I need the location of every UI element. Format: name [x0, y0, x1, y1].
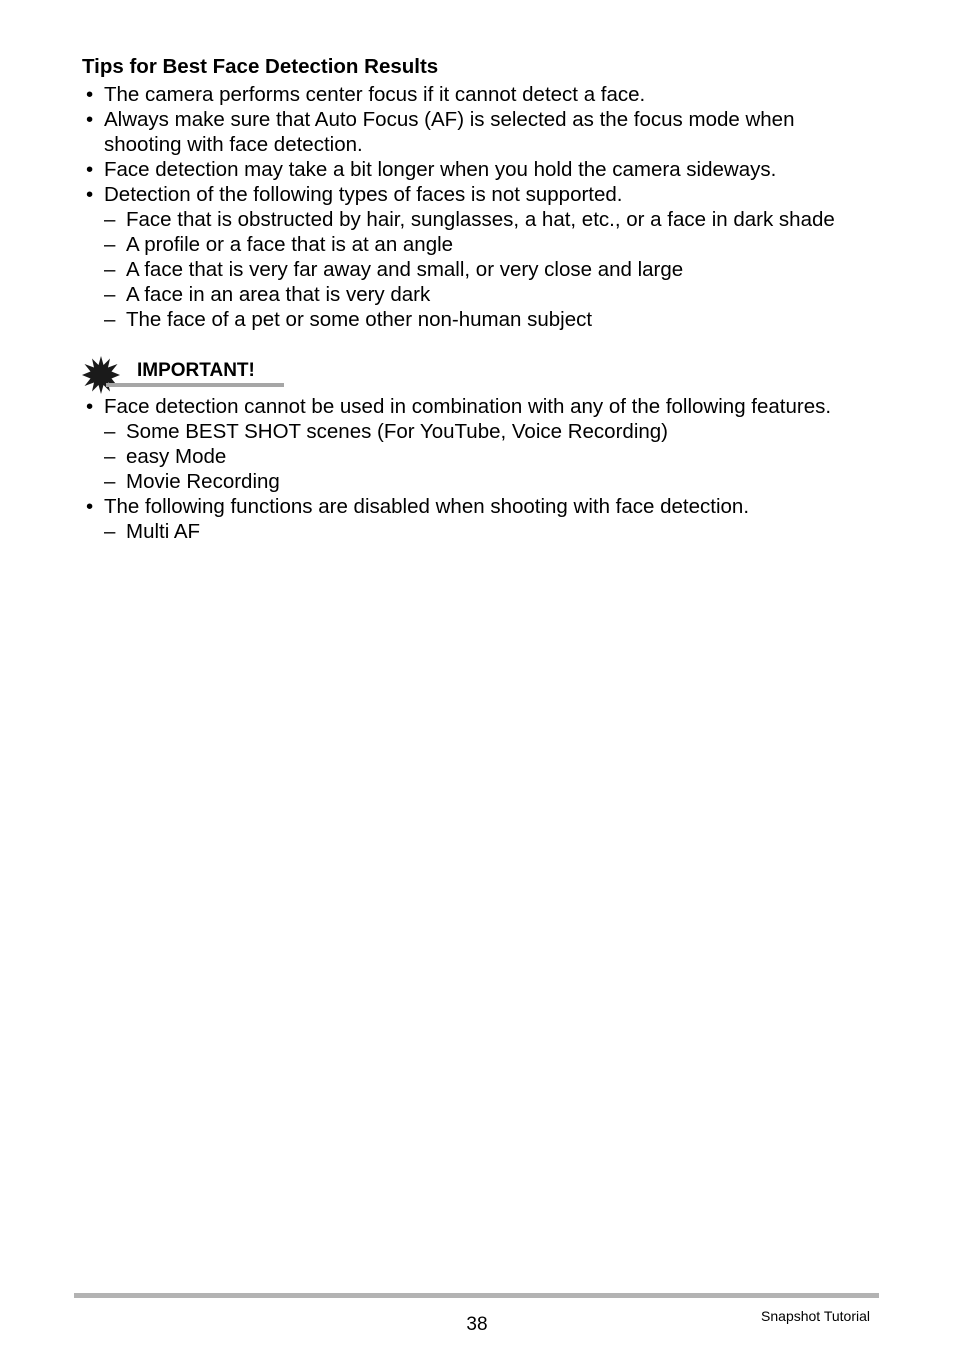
unsupported-face-item-3: – A face that is very far away and small, or very close and large — [82, 257, 872, 282]
incompatible-feature-item-3: – Movie Recording — [82, 469, 872, 494]
tip-bullet-2: • Always make sure that Auto Focus (AF) is selected as the focus mode when shooting with face detection. — [82, 107, 872, 157]
unsupported-face-item-5: – The face of a pet or some other non-human subject — [82, 307, 872, 332]
unsupported-face-item-4: – A face in an area that is very dark — [82, 282, 872, 307]
unsupported-face-item-1: – Face that is obstructed by hair, sunglasses, a hat, etc., or a face in dark shade — [82, 207, 872, 232]
important-header — [82, 356, 286, 388]
disabled-function-item-1: – Multi AF — [82, 519, 872, 544]
footer-section-name: Snapshot Tutorial — [761, 1308, 870, 1324]
tips-list — [82, 82, 872, 332]
important-burst-icon — [82, 356, 120, 394]
important-list — [82, 394, 872, 544]
section-title: Tips for Best Face Detection Results — [82, 55, 439, 78]
incompatible-feature-item-1: – Some BEST SHOT scenes (For YouTube, Voice Recording) — [82, 419, 872, 444]
footer-divider — [74, 1293, 879, 1298]
important-bullet-1: • Face detection cannot be used in combination with any of the following features. — [82, 394, 872, 419]
incompatible-feature-item-2: – easy Mode — [82, 444, 872, 469]
important-bullet-2: • The following functions are disabled when shooting with face detection. — [82, 494, 872, 519]
page-number: 38 — [466, 1314, 488, 1335]
tip-bullet-1: • The camera performs center focus if it cannot detect a face. — [82, 82, 872, 107]
unsupported-face-item-2: – A profile or a face that is at an angle — [82, 232, 872, 257]
tip-bullet-3: • Face detection may take a bit longer when you hold the camera sideways. — [82, 157, 872, 182]
important-label: IMPORTANT! — [137, 360, 255, 381]
tip-bullet-4: • Detection of the following types of faces is not supported. — [82, 182, 872, 207]
important-underline — [106, 383, 284, 387]
